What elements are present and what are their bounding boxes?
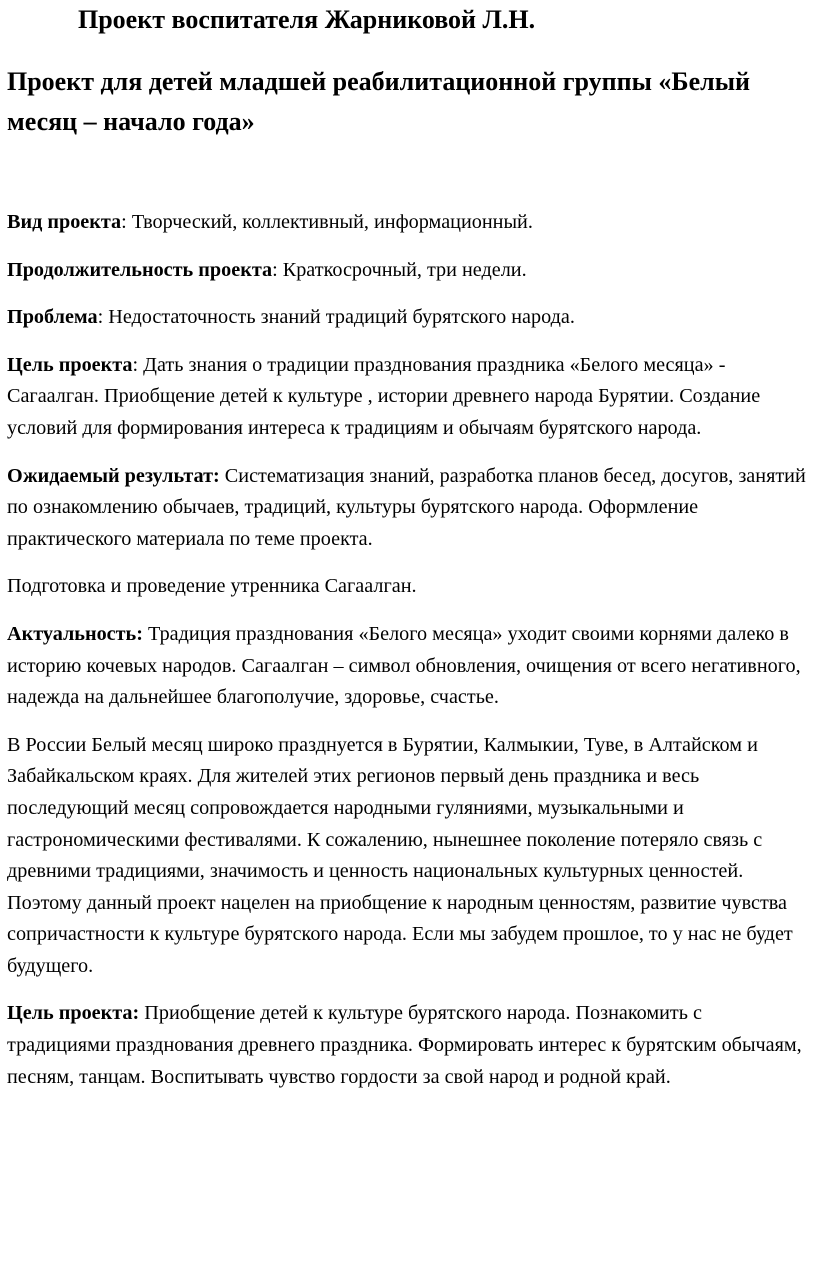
paragraph-duration xyxy=(7,255,810,287)
paragraph-text: Традиция празднования «Белого месяца» уходит своими корнями далеко в историю кочевых народов. Сагаалган – символ обновления, очищения от всего негативного, надежда на дальнейшее благополучие, здоровье, счастье. xyxy=(7,622,801,709)
paragraph-label: Цель проекта xyxy=(7,353,133,376)
paragraph-separator: : xyxy=(121,211,132,233)
paragraph-separator: : xyxy=(132,353,144,376)
paragraph-label: Продолжительность проекта xyxy=(7,258,273,281)
paragraph-russia-celebration xyxy=(7,730,810,983)
author-title: Проект воспитателя Жарниковой Л.Н. xyxy=(78,5,536,34)
document-body xyxy=(7,207,810,1109)
paragraph-expected-result xyxy=(7,461,810,556)
paragraph-text: Подготовка и проведение утренника Сагаалган. xyxy=(7,575,417,598)
paragraph-text: Краткосрочный, три недели. xyxy=(282,258,527,281)
paragraph-relevance xyxy=(7,619,810,714)
paragraph-project-type xyxy=(7,207,810,239)
paragraph-text: Дать знания о традиции празднования праздника «Белого месяца» - Сагаалган. Приобщение детей к культуре , истории древнего народа Бурятии. Создание условий для формирования интереса к традициям и обычаям бурятского народа. xyxy=(7,353,761,439)
paragraph-preparation xyxy=(7,571,810,603)
paragraph-text: Творческий, коллективный, информационный. xyxy=(131,211,533,233)
paragraph-label: Проблема xyxy=(7,306,98,329)
paragraph-text: В России Белый месяц широко празднуется в Бурятии, Калмыкии, Туве, в Алтайском и Забайкальском краях. Для жителей этих регионов первый день праздника и весь последующий месяц сопровождается народными гуляниями, музыкальными и гастрономическими фестивалями. К сожалению, нынешнее поколение потеряло связь с древними традициями, значимость и ценность национальных культурных ценностей. Поэтому данный проект нацелен на приобщение к народным ценностям, развитие чувства сопричастности к культуре бурятского народа. Если мы забудем прошлое, то у нас не будет будущего. xyxy=(7,733,793,977)
paragraph-label: Вид проекта xyxy=(7,211,122,233)
paragraph-text: Приобщение детей к культуре бурятского народа. Познакомить с традициями празднования древнего праздника. Формировать интерес к бурятским обычаям, песням, танцам. Воспитывать чувство гордости за свой народ и родной край. xyxy=(7,1002,802,1088)
paragraph-text: Систематизация знаний, разработка планов бесед, досугов, занятий по ознакомлению обычаев, традиций, культуры бурятского народа. Оформление практического материала по теме проекта. xyxy=(7,464,806,550)
paragraph-text: Недостаточность знаний традиций бурятского народа. xyxy=(108,306,575,329)
paragraph-goal-2 xyxy=(7,998,810,1093)
paragraph-label: Ожидаемый результат: xyxy=(7,464,220,487)
paragraph-problem xyxy=(7,302,810,334)
paragraph-separator: : xyxy=(97,306,109,329)
main-title: Проект для детей младшей реабилитационной группы «Белый месяц – начало года» xyxy=(7,67,751,136)
paragraph-label: Актуальность: xyxy=(7,622,143,645)
paragraph-goal xyxy=(7,350,810,445)
paragraph-label: Цель проекта: xyxy=(7,1002,140,1025)
paragraph-separator: : xyxy=(272,258,283,281)
